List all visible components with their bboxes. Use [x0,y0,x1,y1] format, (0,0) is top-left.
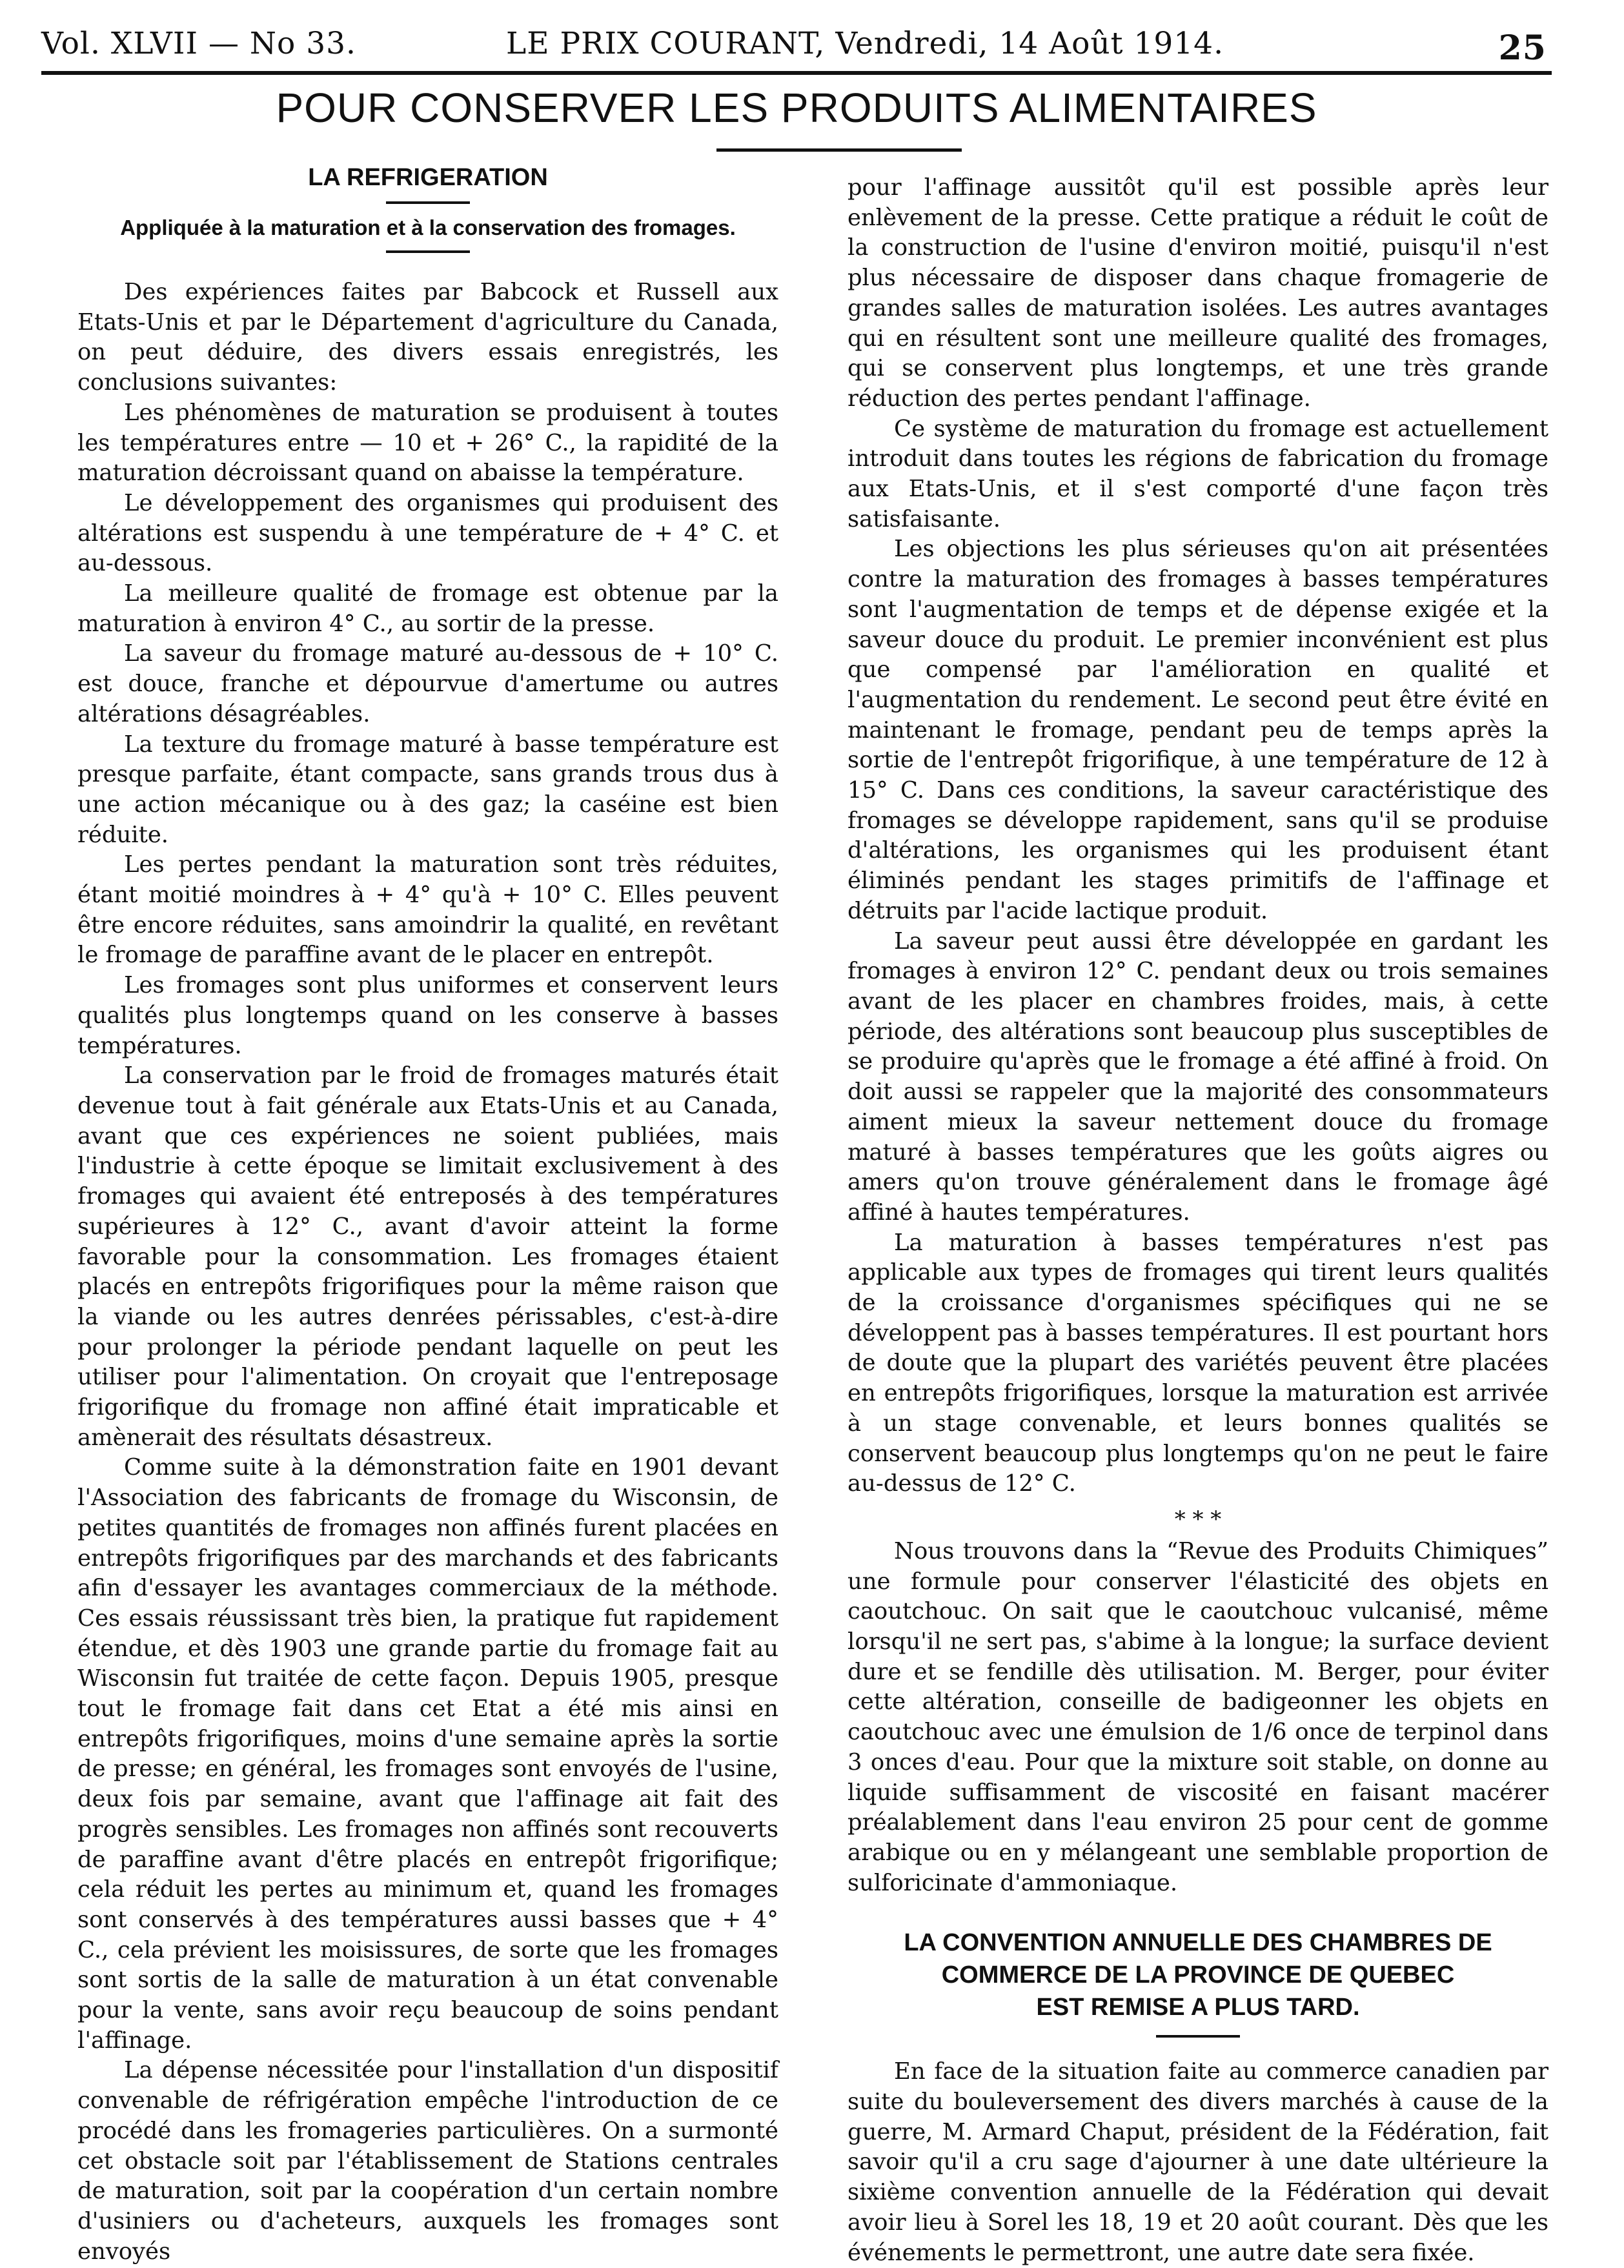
convention-heading-rule [1156,2035,1240,2038]
article-paragraph: La maturation à basses températures n'est pas applicable aux types de fromages qui tirent leurs qualités de la croissance d'organismes spécifiques qui ne se développent pas à basses températures. Il est pourtant hors de doute que la plupart des variétés peuvent être placées en entrepôts frigorifiques, lorsque la maturation est arrivée à un stage convenable, et leurs bonnes qualités se conservent beaucoup plus longtemps qu'on ne peut le faire au-dessus de 12° C. [848,1229,1548,1497]
page-number: 25 [1498,28,1547,68]
left-column [77,161,778,2267]
heading-rule [386,201,470,204]
volume-number: Vol. XLVII — No 33. [41,26,356,61]
article-paragraph: La meilleure qualité de fromage est obtenue par la maturation à environ 4° C., au sortir de la presse. [77,580,778,637]
article-paragraph: La texture du fromage maturé à basse température est presque parfaite, étant compacte, sans grands trous dus à une action mécanique ou à des gaz; la caséine est bien réduite. [77,731,778,848]
convention-paragraph: En face de la situation faite au commerce canadien par suite du bouleversement des divers marchés à cause de la guerre, M. Armard Chaput, président de la Fédération, fait savoir qu'il a cru sage d'ajourner à une date ultérieure la sixième convention annuelle de la Fédération qui devait avoir lieu à Sorel les 18, 19 et 20 août courant. Dès que les événements le permettront, une autre date sera fixée. [848,2058,1548,2266]
article-paragraph-continued: pour l'affinage aussitôt qu'il est possible après leur enlèvement de la presse. Cette pratique a réduit le coût de la construction de l'usine d'environ moitié, puisqu'il n'est plus nécessaire de disposer dans chaque fromagerie de grandes salles de maturation isolées. Les autres avantages qui en résultent sont une meilleure qualité des fromages, qui se conservent plus longtemps, et une très grande réduction des pertes pendant l'affinage. [848,174,1548,412]
page-title: POUR CONSERVER LES PRODUITS ALIMENTAIRES [276,85,1317,131]
article-paragraph: Ce système de maturation du fromage est actuellement introduit dans toutes les régions de fabrication du fromage aux Etats-Unis, et il s'est comporté d'une façon très satisfaisante. [848,415,1548,532]
article-paragraph: Les objections les plus sérieuses qu'on ait présentées contre la maturation des fromages à basses températures sont l'augmentation de temps et de dépense exigée et la saveur douce du produit. Le premier inconvénient est plus que compensé par l'amélioration en qualité et l'augmentation du rendement. Le second peut être évité en maintenant le fromage, pendant peu de temps après la sortie de l'entrepôt frigorifique, à une température de 12 à 15° C. Dans ces conditions, la saveur caractéristique des fromages se développe rapidement, sans qu'il se produise d'altérations, les organismes qui les produisent étant éliminés pendant les stages primitifs de l'affinage et détruits par l'acide lactique produit. [848,536,1548,924]
section-subheading: Appliquée à la maturation et à la conservation des fromages. [120,216,736,239]
section-heading-refrigeration: LA REFRIGERATION [308,164,548,191]
article-paragraph: La dépense nécessitée pour l'installation d'un dispositif convenable de réfrigération empêche l'introduction de ce procédé dans les fromageries particulières. On a surmonté cet obstacle soit par l'établissement de Stations centrales de maturation, soit par la coopération d'un certain nombre d'usiniers ou d'acheteurs, auxquels les fromages sont envoyés [77,2057,778,2265]
article-paragraph: Comme suite à la démonstration faite en 1901 devant l'Association des fabricants de fromage du Wisconsin, de petites quantités de fromages non affinés furent placées en entrepôts frigorifiques par des marchands et des fabricants afin d'essayer les avantages commerciaux de la méthode. Ces essais réussissant très bien, la pratique fut rapidement étendue, et dès 1903 une grande partie du fromage fait au Wisconsin fut traitée de cette façon. Depuis 1905, presque tout le fromage fait dans cet Etat a été mis ainsi en entrepôts frigorifiques, moins d'une semaine après la sortie de presse; en général, les fromages sont envoyés de l'usine, deux fois par semaine, avant que l'affinage ait fait des progrès sensibles. Les fromages non affinés sont recouverts de paraffine avant d'être placés en entrepôt frigorifique; cela réduit les pertes au minimum et, quand les fromages sont conservés à des températures aussi basses que + 4° C., cela prévient les moisissures, de sorte que les fromages sont sortis de la salle de maturation à un état convenable pour la vente, sans avoir reçu beaucoup de soins pendant l'affinage. [77,1454,778,2054]
convention-heading-line-2: COMMERCE DE LA PROVINCE DE QUEBEC [941,1961,1455,1989]
publication-dateline: LE PRIX COURANT, Vendredi, 14 Août 1914. [506,26,1224,61]
article-paragraph: Les phénomènes de maturation se produisent à toutes les températures entre — 10 et + 26° C., la rapidité de la maturation décroissant quand on abaisse la température. [77,399,778,487]
article-paragraph: Le développement des organismes qui produisent des altérations est suspendu à une température de + 4° C. et au-dessous. [77,489,778,577]
subheading-rule [386,250,470,253]
article-paragraph: Les fromages sont plus uniformes et conservent leurs qualités plus longtemps quand on les conserve à basses températures. [77,972,778,1059]
right-column [848,173,1548,2268]
article-paragraph: La saveur du fromage maturé au-dessous de + 10° C. est douce, franche et dépourvue d'amertume ou autres altérations désagréables. [77,640,778,727]
section-separator: * * * [1174,1506,1222,1532]
article-paragraph: La saveur peut aussi être développée en gardant les fromages à environ 12° C. pendant deux ou trois semaines avant de les placer en chambres froides, mais, à cette période, des altérations sont beaucoup plus susceptibles de se produire qu'après que le fromage a été affiné à froid. On doit aussi se rappeler que la majorité des consommateurs aiment mieux la saveur nettement douce du fromage maturé à basses températures que les goûts aigres ou amers qu'on trouve généralement dans le fromage âgé affiné à hautes températures. [848,927,1548,1226]
rubber-article-paragraph: Nous trouvons dans la “Revue des Produits Chimiques” une formule pour conserver l'élasticité des objets en caoutchouc. On sait que le caoutchouc vulcanisé, même lorsqu'il ne sert pas, s'abime à la longue; la surface devient dure et se fendille dès utilisation. M. Berger, pour éviter cette altération, conseille de badigeonner les objets en caoutchouc avec une émulsion de 1/6 once de terpinol dans 3 onces d'eau. Pour que la mixture soit stable, on donne au liquide suffisamment de viscosité en faisant macérer préalablement dans l'eau environ 25 pour cent de gomme arabique ou en y mélangeant une semblable proportion de sulforicinate d'ammoniaque. [848,1537,1548,1896]
title-rule [716,148,962,152]
header-rule [41,71,1552,75]
page-header [41,12,1552,68]
convention-heading-line-1: LA CONVENTION ANNUELLE DES CHAMBRES DE [904,1929,1492,1957]
article-paragraph: La conservation par le froid de fromages maturés était devenue tout à fait générale aux Etats-Unis et au Canada, avant que ces expériences ne soient publiées, mais l'industrie à cette époque se limitait exclusivement à des fromages qui avaient été entreposés à des températures supérieures à 12° C., avant d'avoir atteint la forme favorable pour la consommation. Les fromages étaient placés en entrepôts frigorifiques pour la même raison que la viande ou les autres denrées périssables, c'est-à-dire pour prolonger la période pendant laquelle on peut les utiliser pour l'alimentation. On croyait que l'entreposage frigorifique du fromage non affiné était impraticable et amènerait des résultats désastreux. [77,1062,778,1451]
article-paragraph: Des expériences faites par Babcock et Russell aux Etats-Unis et par le Département d'agriculture du Canada, on peut déduire, des divers essais enregistrés, les conclusions suivantes: [77,279,778,396]
article-paragraph: Les pertes pendant la maturation sont très réduites, étant moitié moindres à + 4° qu'à + 10° C. Elles peuvent être encore réduites, sans amoindrir la qualité, en revêtant le fromage de paraffine avant de le placer en entrepôt. [77,851,778,969]
convention-heading-line-3: EST REMISE A PLUS TARD. [1036,1994,1360,2021]
